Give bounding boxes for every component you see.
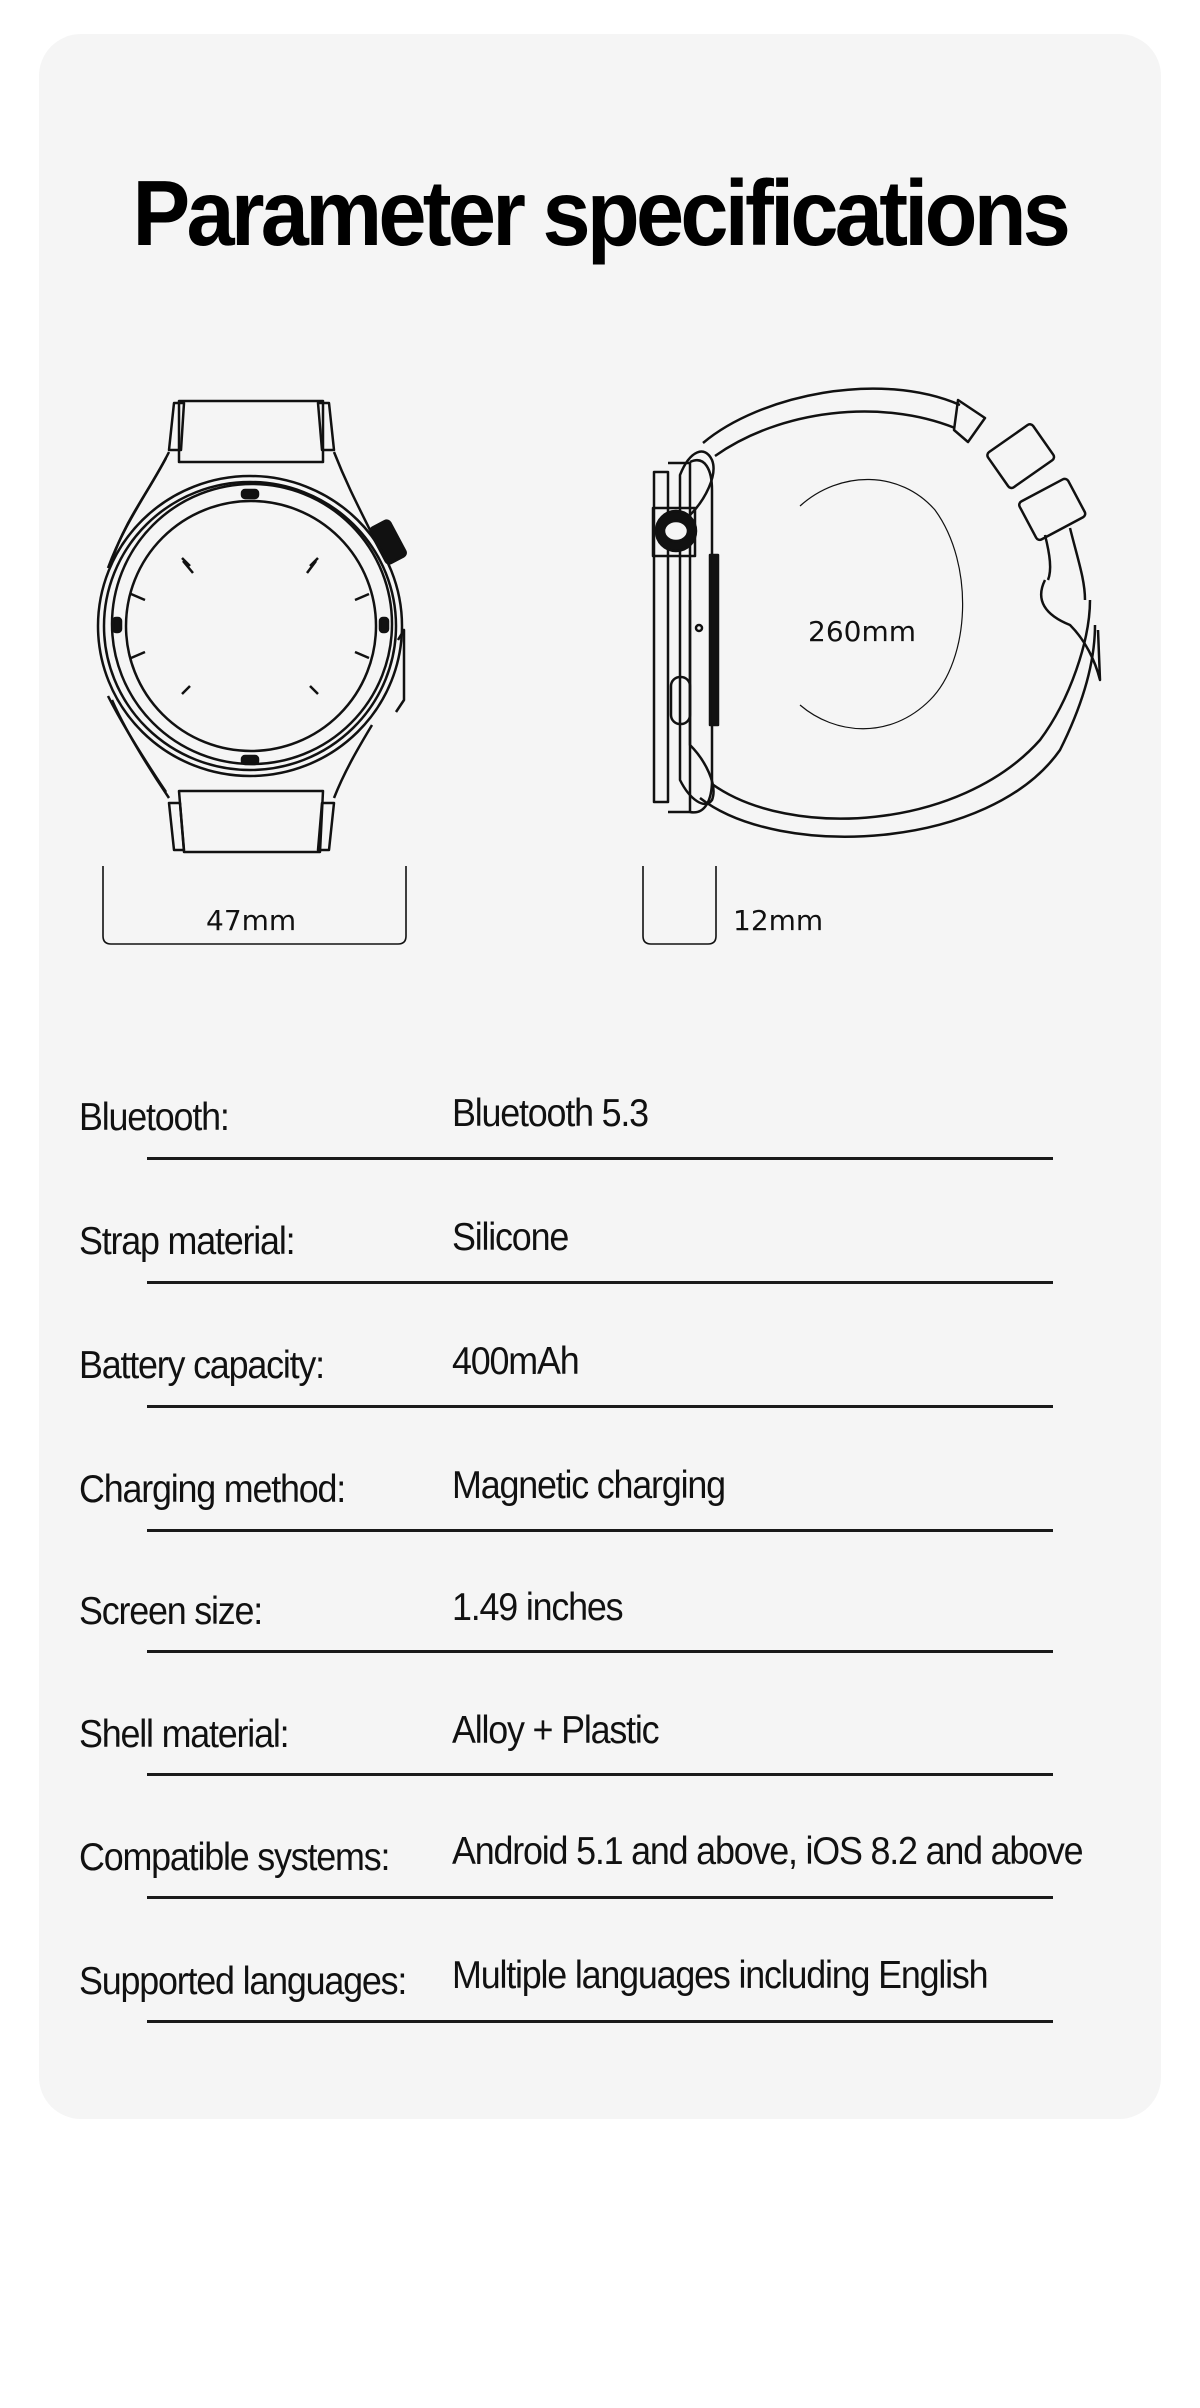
spec-label: Strap material: bbox=[79, 1220, 295, 1263]
spec-row-shell-material bbox=[0, 1651, 1200, 1775]
spec-value: 1.49 inches bbox=[452, 1586, 623, 1629]
spec-label: Charging method: bbox=[79, 1468, 346, 1511]
spec-label: Battery capacity: bbox=[79, 1344, 324, 1387]
front-width-label: 47mm bbox=[206, 904, 297, 937]
spec-value: Silicone bbox=[452, 1216, 569, 1259]
spec-value: Alloy + Plastic bbox=[452, 1709, 659, 1752]
spec-row-screen-size bbox=[0, 1528, 1200, 1652]
spec-row-strap-material bbox=[0, 1158, 1200, 1282]
spec-label: Bluetooth: bbox=[79, 1096, 229, 1139]
spec-row-compatible-systems bbox=[0, 1774, 1200, 1898]
strap-length-label: 260mm bbox=[808, 615, 916, 648]
spec-value: Android 5.1 and above, iOS 8.2 and above bbox=[452, 1830, 1083, 1873]
spec-row-charging-method bbox=[0, 1406, 1200, 1530]
page-title: Parameter specifications bbox=[132, 161, 1068, 265]
side-thickness-label: 12mm bbox=[733, 904, 824, 937]
spec-value: Multiple languages including English bbox=[452, 1954, 988, 1997]
spec-value: Magnetic charging bbox=[452, 1464, 725, 1507]
spec-value: 400mAh bbox=[452, 1340, 579, 1383]
spec-value: Bluetooth 5.3 bbox=[452, 1092, 648, 1135]
spec-row-supported-languages bbox=[0, 1898, 1200, 2022]
spec-label: Shell material: bbox=[79, 1713, 289, 1756]
row-divider bbox=[147, 2020, 1053, 2023]
spec-row-battery-capacity bbox=[0, 1282, 1200, 1406]
spec-label: Supported languages: bbox=[79, 1960, 407, 2003]
spec-row-bluetooth bbox=[0, 1034, 1200, 1158]
spec-label: Compatible systems: bbox=[79, 1836, 390, 1879]
spec-label: Screen size: bbox=[79, 1590, 263, 1633]
watch-side-icon bbox=[0, 0, 1200, 1000]
